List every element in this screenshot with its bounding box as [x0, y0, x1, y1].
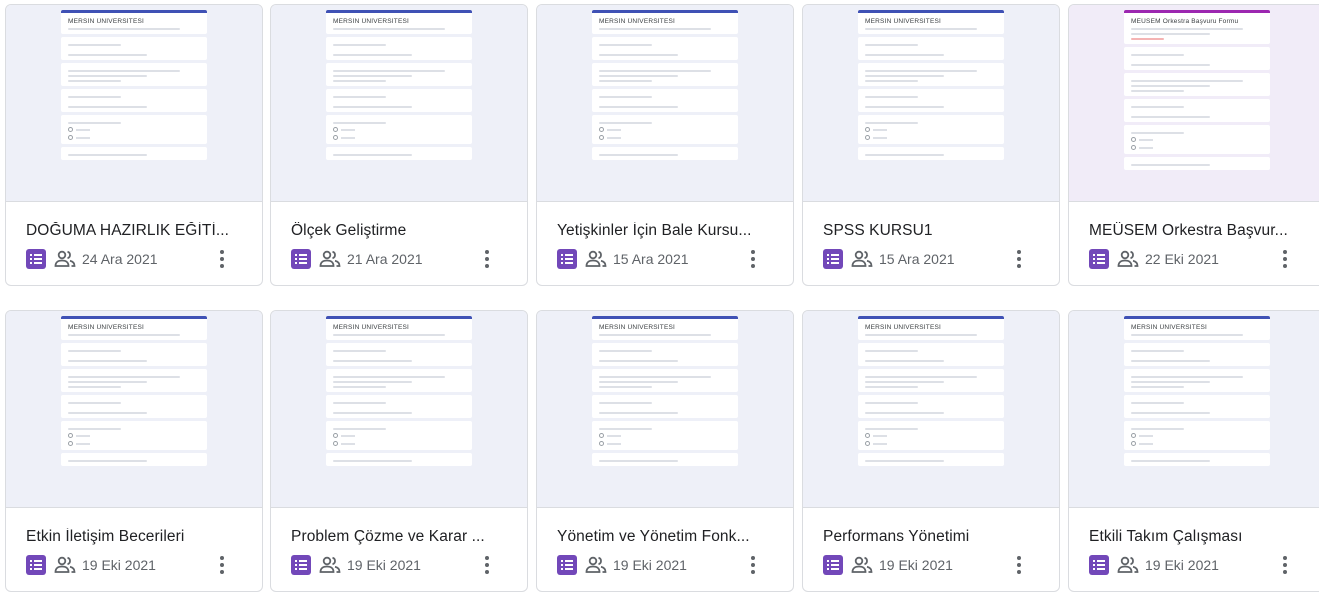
forms-icon [823, 555, 843, 575]
form-meta [1089, 555, 1219, 575]
more-vert-icon[interactable] [1272, 552, 1298, 578]
form-meta [26, 555, 156, 575]
form-card[interactable] [1068, 310, 1319, 592]
people-icon [1117, 555, 1139, 575]
form-meta [1089, 249, 1219, 269]
form-card[interactable] [5, 4, 263, 286]
form-thumbnail [537, 311, 793, 508]
form-preview [61, 10, 207, 202]
form-preview-header [326, 10, 472, 34]
more-vert-icon[interactable] [1272, 246, 1298, 272]
people-icon [319, 249, 341, 269]
forms-icon [291, 249, 311, 269]
people-icon [851, 555, 873, 575]
more-vert-icon[interactable] [474, 552, 500, 578]
last-opened-date: 19 Eki 2021 [613, 557, 687, 573]
form-preview-header [1124, 316, 1270, 340]
form-thumbnail [537, 5, 793, 202]
last-opened-date: 19 Eki 2021 [347, 557, 421, 573]
forms-icon [557, 555, 577, 575]
form-preview-title: MERSİN ÜNİVERSİTESİ [68, 18, 145, 25]
form-title[interactable]: MEÜSEM Orkestra Başvur... [1089, 222, 1288, 239]
people-icon [54, 249, 76, 269]
form-thumbnail [271, 311, 527, 508]
form-preview-title: MERSİN ÜNİVERSİTESİ [599, 18, 676, 25]
form-preview-title: MERSİN ÜNİVERSİTESİ [68, 324, 145, 331]
form-card[interactable] [270, 310, 528, 592]
form-thumbnail [803, 311, 1059, 508]
form-title[interactable]: Ölçek Geliştirme [291, 222, 407, 239]
form-preview-title: MERSİN ÜNİVERSİTESİ [1131, 324, 1208, 331]
form-preview [592, 316, 738, 508]
form-title[interactable]: Yetişkinler İçin Bale Kursu... [557, 222, 752, 239]
form-card[interactable] [802, 4, 1060, 286]
last-opened-date: 19 Eki 2021 [82, 557, 156, 573]
form-card[interactable] [536, 310, 794, 592]
form-thumbnail [271, 5, 527, 202]
more-vert-icon[interactable] [740, 246, 766, 272]
form-preview-title: MERSİN ÜNİVERSİTESİ [865, 324, 942, 331]
form-preview [61, 316, 207, 508]
people-icon [585, 555, 607, 575]
more-vert-icon[interactable] [740, 552, 766, 578]
people-icon [585, 249, 607, 269]
form-meta [291, 555, 421, 575]
form-preview-header [1124, 10, 1270, 44]
form-title[interactable]: Etkili Takım Çalışması [1089, 528, 1243, 545]
more-vert-icon[interactable] [474, 246, 500, 272]
people-icon [54, 555, 76, 575]
form-preview [326, 10, 472, 202]
more-vert-icon[interactable] [209, 246, 235, 272]
form-preview-title: MERSİN ÜNİVERSİTESİ [865, 18, 942, 25]
form-preview-title: MERSİN ÜNİVERSİTESİ [599, 324, 676, 331]
form-title[interactable]: DOĞUMA HAZIRLIK EĞİTİ... [26, 222, 230, 239]
forms-icon [823, 249, 843, 269]
last-opened-date: 15 Ara 2021 [879, 251, 955, 267]
form-meta [557, 249, 689, 269]
form-title[interactable]: SPSS KURSU1 [823, 222, 933, 239]
form-card[interactable] [270, 4, 528, 286]
form-preview-title: MERSİN ÜNİVERSİTESİ [333, 324, 410, 331]
form-preview-header [858, 316, 1004, 340]
form-thumbnail [6, 5, 262, 202]
form-title[interactable]: Problem Çözme ve Karar ... [291, 528, 485, 545]
form-meta [823, 555, 953, 575]
last-opened-date: 24 Ara 2021 [82, 251, 158, 267]
last-opened-date: 19 Eki 2021 [879, 557, 953, 573]
form-preview-title: MERSİN ÜNİVERSİTESİ [333, 18, 410, 25]
form-preview-header [592, 10, 738, 34]
form-meta [557, 555, 687, 575]
form-preview-header [61, 316, 207, 340]
forms-icon [26, 249, 46, 269]
form-preview-title: MEÜSEM Orkestra Başvuru Formu [1131, 18, 1239, 25]
form-preview-header [326, 316, 472, 340]
form-thumbnail [1069, 5, 1319, 202]
form-card[interactable] [802, 310, 1060, 592]
forms-icon [557, 249, 577, 269]
form-preview [1124, 10, 1270, 202]
people-icon [851, 249, 873, 269]
last-opened-date: 22 Eki 2021 [1145, 251, 1219, 267]
forms-icon [1089, 555, 1109, 575]
more-vert-icon[interactable] [1006, 552, 1032, 578]
form-thumbnail [6, 311, 262, 508]
form-meta [823, 249, 955, 269]
form-preview-header [61, 10, 207, 34]
form-preview [858, 316, 1004, 508]
more-vert-icon[interactable] [209, 552, 235, 578]
last-opened-date: 19 Eki 2021 [1145, 557, 1219, 573]
form-title[interactable]: Etkin İletişim Becerileri [26, 528, 185, 545]
form-title[interactable]: Performans Yönetimi [823, 528, 970, 545]
forms-icon [26, 555, 46, 575]
form-card[interactable] [5, 310, 263, 592]
form-preview [1124, 316, 1270, 508]
form-preview [592, 10, 738, 202]
form-title[interactable]: Yönetim ve Yönetim Fonk... [557, 528, 750, 545]
form-thumbnail [803, 5, 1059, 202]
forms-icon [1089, 249, 1109, 269]
last-opened-date: 15 Ara 2021 [613, 251, 689, 267]
form-thumbnail [1069, 311, 1319, 508]
people-icon [1117, 249, 1139, 269]
form-preview-header [592, 316, 738, 340]
forms-icon [291, 555, 311, 575]
form-preview [326, 316, 472, 508]
more-vert-icon[interactable] [1006, 246, 1032, 272]
form-preview [858, 10, 1004, 202]
form-meta [26, 249, 158, 269]
form-meta [291, 249, 423, 269]
last-opened-date: 21 Ara 2021 [347, 251, 423, 267]
form-preview-header [858, 10, 1004, 34]
form-card[interactable] [1068, 4, 1319, 286]
people-icon [319, 555, 341, 575]
form-card[interactable] [536, 4, 794, 286]
